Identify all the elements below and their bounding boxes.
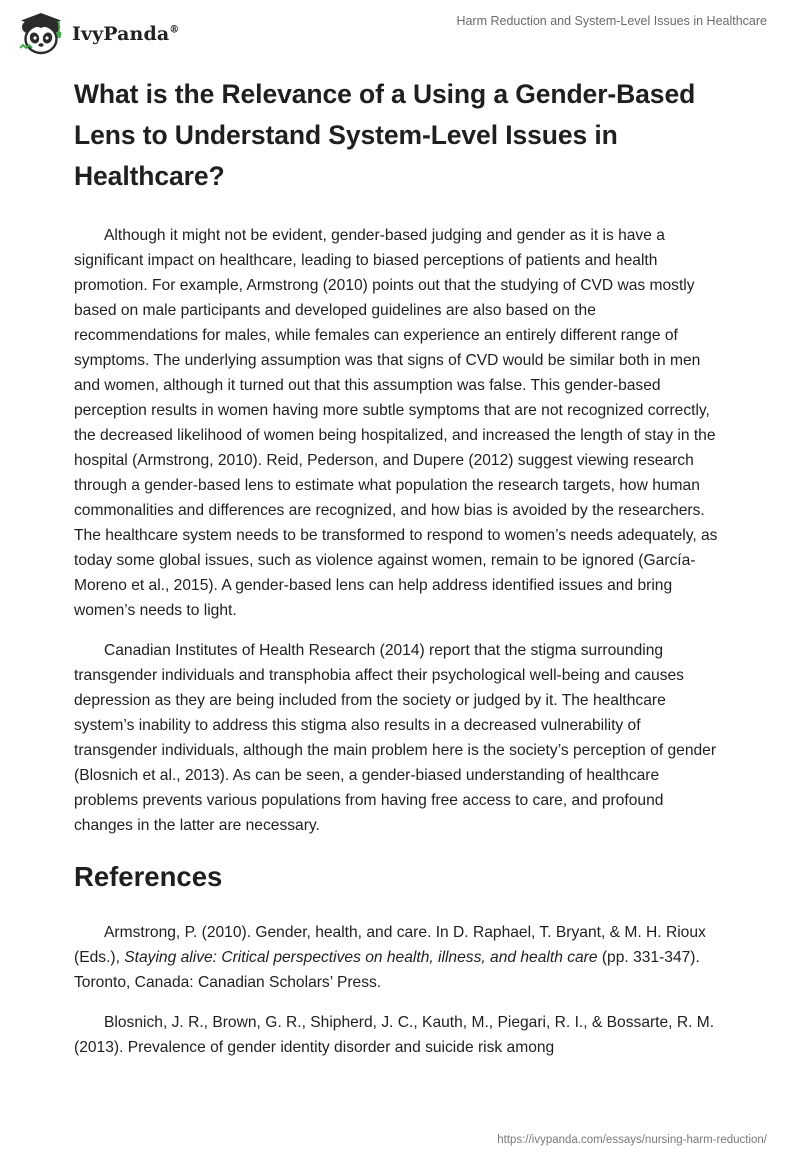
reference-armstrong <box>74 920 724 995</box>
source-url[interactable]: https://ivypanda.com/essays/nursing-harm-reduction/ <box>497 1134 767 1146</box>
article-title: What is the Relevance of a Using a Gender-Based Lens to Understand System-Level Issues in Healthcare? <box>74 79 696 191</box>
logo-text: IvyPanda <box>72 23 170 45</box>
running-title: Harm Reduction and System-Level Issues in Healthcare <box>456 14 767 28</box>
panda-graduate-icon <box>14 8 68 58</box>
body-paragraph-1: Although it might not be evident, gender-based judging and gender as it is have a significant impact on healthcare, leading to biased perceptions of patients and health promotion. For example, Armstrong (2010) points out that the studying of CVD was mostly based on male participants and developed guidelines are also based on the recommendations for males, while females can experience an entirely different range of symptoms. The underlying assumption was that signs of CVD would be similar both in men and women, although it turned out that this assumption was false. This gender-based perception results in women having more subtle symptoms that are not recognized correctly, the decreased likelihood of women being hospitalized, and increased the length of stay in the hospital (Armstrong, 2010). Reid, Pederson, and Dupere (2012) suggest viewing research through a gender-based lens to estimate what population the research targets, how human commonalities and differences are recognized, and how bias is avoided by the researchers. The healthcare system needs to be transformed to respond to women’s needs adequately, as today some global issues, such as violence against women, remain to be ignored (García-Moreno et al., 2015). A gender-based lens can help address identified issues and bring women’s needs to light. <box>74 227 718 619</box>
essay-content <box>74 74 724 1060</box>
reference-armstrong-book-title: Staying alive: Critical perspectives on health, illness, and health care <box>124 949 598 966</box>
logo-wordmark <box>72 23 179 45</box>
reference-armstrong-authors: Armstrong, P. (2010). Gender, health, and care. In D. Raphael, T. Bryant, & M. H. Rioux (Eds.), <box>74 924 706 966</box>
reference-armstrong-publisher: (pp. 331-347). Toronto, Canada: Canadian Scholars’ Press. <box>74 949 700 991</box>
registered-mark: ® <box>169 24 180 36</box>
body-paragraph-2: Canadian Institutes of Health Research (2014) report that the stigma surrounding transgender individuals and transphobia affect their psychological well-being and causes depression as they are being included from the society or judged by it. The healthcare system’s inability to address this stigma also results in a decreased vulnerability of transgender individuals, although the main problem here is the society’s perception of gender (Blosnich et al., 2013). As can be seen, a gender-biased understanding of healthcare problems prevents various populations from having free access to care, and profound changes in the latter are necessary. <box>74 642 717 834</box>
page-header <box>0 0 800 66</box>
reference-blosnich: Blosnich, J. R., Brown, G. R., Shipherd, J. C., Kauth, M., Piegari, R. I., & Bossarte, R. M. (2013). Prevalence of gender identity disorder and suicide risk among <box>74 1014 715 1056</box>
references-heading: References <box>74 861 223 892</box>
ivypanda-logo[interactable] <box>14 8 179 58</box>
